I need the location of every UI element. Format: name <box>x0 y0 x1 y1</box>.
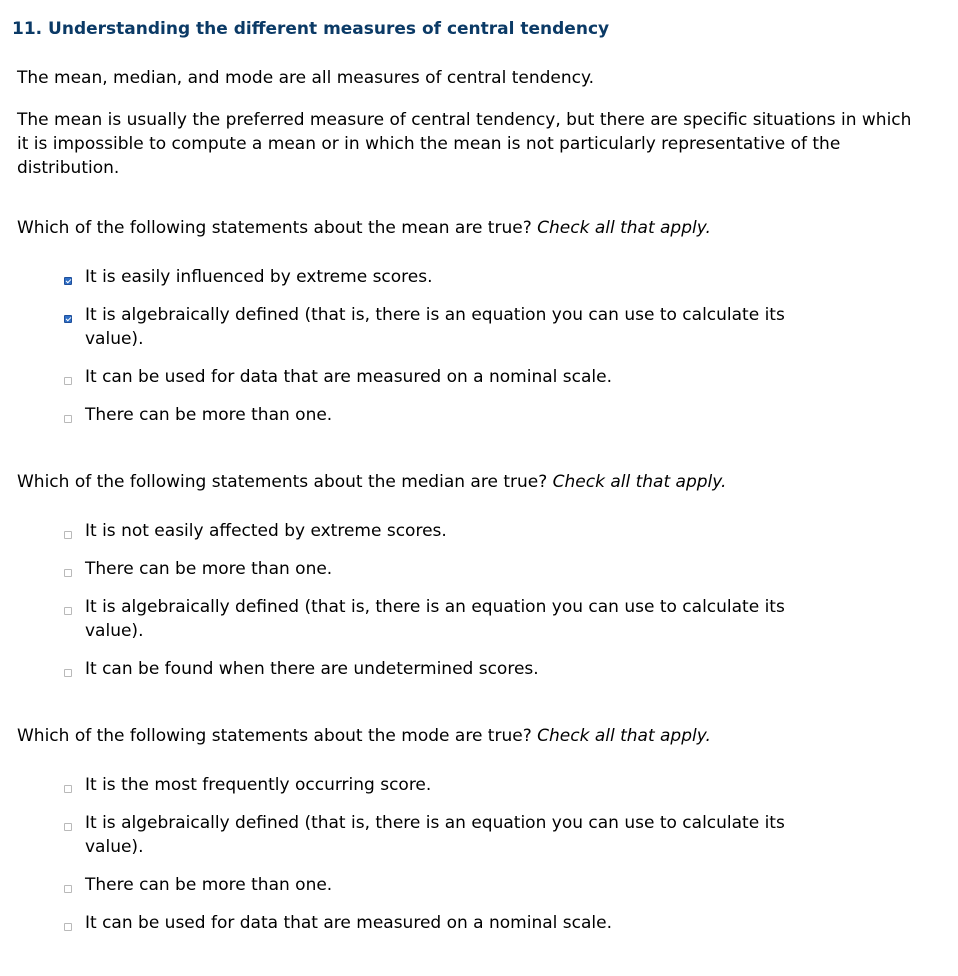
median-option-2-label[interactable]: There can be more than one. <box>85 559 333 579</box>
mean-option-3-label[interactable]: It can be used for data that are measured on a nominal scale. <box>85 367 612 387</box>
median-option-1-checkbox[interactable] <box>64 531 72 539</box>
median-option-3-label[interactable]: It is algebraically defined (that is, there is an equation you can use to calculate its value). <box>85 597 785 641</box>
mode-option-2-checkbox[interactable] <box>64 823 72 831</box>
question-title: 11. Understanding the different measures of central tendency <box>12 19 610 39</box>
mode-option-4-checkbox[interactable] <box>64 923 72 931</box>
question-mode-hint: Check all that apply. <box>537 726 711 746</box>
mean-option-3-checkbox[interactable] <box>64 377 72 385</box>
median-option-4-checkbox[interactable] <box>64 669 72 677</box>
mean-option-1-label[interactable]: It is easily influenced by extreme scores. <box>85 267 433 287</box>
question-median-hint: Check all that apply. <box>552 472 727 492</box>
mean-option-4-checkbox[interactable] <box>64 415 72 423</box>
intro-paragraph-1: The mean, median, and mode are all measures of central tendency. <box>17 68 595 88</box>
mean-option-4-label[interactable]: There can be more than one. <box>85 405 333 425</box>
intro-paragraph-2: The mean is usually the preferred measure of central tendency, but there are specific situations in which it is impossible to compute a mean or in which the mean is not particularly representative of the distribution. <box>17 110 912 178</box>
mode-option-3-label[interactable]: There can be more than one. <box>85 875 333 895</box>
mean-option-2-checkbox[interactable] <box>64 315 72 323</box>
mode-option-2-label[interactable]: It is algebraically defined (that is, there is an equation you can use to calculate its value). <box>85 813 785 857</box>
question-mean-hint: Check all that apply. <box>537 218 711 238</box>
question-mean-prompt <box>17 216 711 240</box>
median-option-4-label[interactable]: It can be found when there are undetermined scores. <box>85 659 539 679</box>
question-mean-text: Which of the following statements about the mean are true? <box>17 218 538 238</box>
median-option-2-checkbox[interactable] <box>64 569 72 577</box>
question-median-prompt <box>17 470 726 494</box>
question-mode-text: Which of the following statements about the mode are true? <box>17 726 538 746</box>
mean-option-2-label[interactable]: It is algebraically defined (that is, there is an equation you can use to calculate its value). <box>85 305 785 349</box>
question-mode-prompt <box>17 724 711 748</box>
question-median-text: Which of the following statements about the median are true? <box>17 472 553 492</box>
median-option-1-label[interactable]: It is not easily affected by extreme scores. <box>85 521 447 541</box>
mean-option-1-checkbox[interactable] <box>64 277 72 285</box>
mode-option-1-label[interactable]: It is the most frequently occurring score. <box>85 775 432 795</box>
mode-option-4-label[interactable]: It can be used for data that are measured on a nominal scale. <box>85 913 612 933</box>
mode-option-3-checkbox[interactable] <box>64 885 72 893</box>
mode-option-1-checkbox[interactable] <box>64 785 72 793</box>
median-option-3-checkbox[interactable] <box>64 607 72 615</box>
